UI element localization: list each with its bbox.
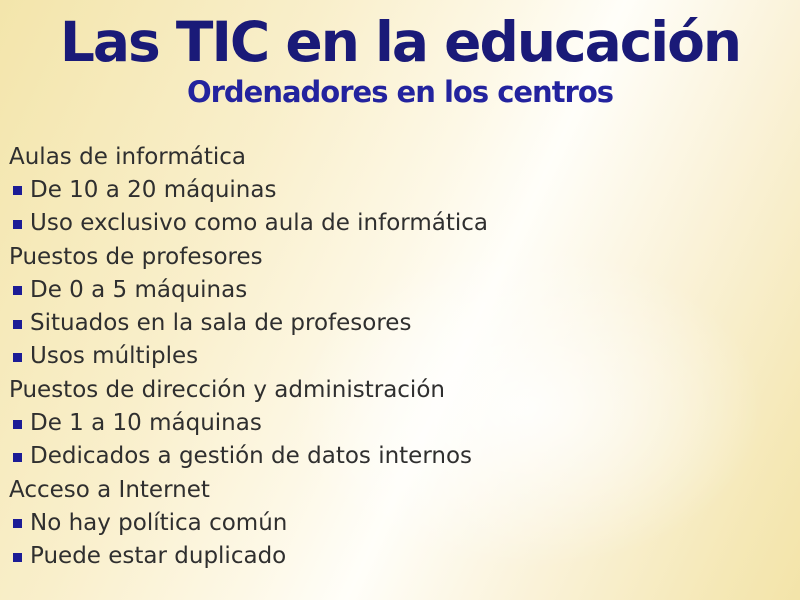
- outline-item-text: Puestos de dirección y administración: [9, 376, 445, 403]
- outline-item: [0, 373, 800, 406]
- outline-item: [0, 440, 800, 473]
- outline-item-text: Puede estar duplicado: [30, 543, 287, 570]
- outline-list: [0, 140, 800, 573]
- outline-item-text: Uso exclusivo como aula de informática: [30, 210, 489, 237]
- outline-item-text: Aulas de informática: [9, 143, 246, 170]
- square-bullet-icon: [13, 553, 22, 562]
- outline-item: [0, 240, 800, 273]
- outline-item-text: Dedicados a gestión de datos internos: [30, 443, 473, 470]
- outline-item: [0, 473, 800, 506]
- outline-item-text: De 10 a 20 máquinas: [30, 176, 277, 203]
- outline-item-text: No hay política común: [30, 509, 288, 536]
- outline-item: [0, 540, 800, 573]
- slide-subtitle: Ordenadores en los centros: [186, 75, 614, 109]
- square-bullet-icon: [13, 220, 22, 229]
- outline-item-text: Acceso a Internet: [9, 476, 210, 503]
- outline-item-text: De 0 a 5 máquinas: [30, 276, 248, 303]
- square-bullet-icon: [13, 186, 22, 195]
- outline-item: [0, 273, 800, 306]
- square-bullet-icon: [13, 320, 22, 329]
- outline-item: [0, 207, 800, 240]
- outline-item: [0, 173, 800, 206]
- outline-item-text: Usos múltiples: [30, 343, 199, 370]
- outline-item-text: Puestos de profesores: [9, 243, 263, 270]
- square-bullet-icon: [13, 353, 22, 362]
- square-bullet-icon: [13, 286, 22, 295]
- outline-item: [0, 340, 800, 373]
- square-bullet-icon: [13, 453, 22, 462]
- outline-item: [0, 506, 800, 539]
- square-bullet-icon: [13, 519, 22, 528]
- outline-item: [0, 306, 800, 339]
- square-bullet-icon: [13, 420, 22, 429]
- outline-item-text: Situados en la sala de profesores: [30, 310, 412, 337]
- outline-item: [0, 406, 800, 439]
- outline-item: [0, 140, 800, 173]
- outline-item-text: De 1 a 10 máquinas: [30, 410, 262, 437]
- slide-title: Las TIC en la educación: [59, 10, 741, 74]
